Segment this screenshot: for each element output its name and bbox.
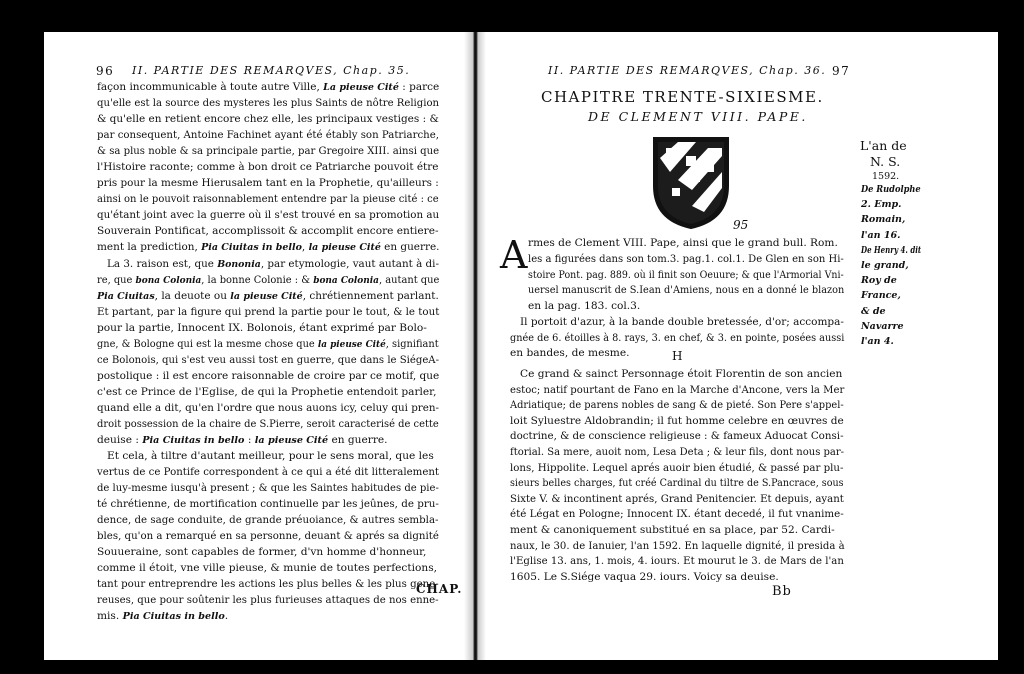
left-p2-line: c'est ce Prince de l'Eglise, de qui la Prophetie entendoit parler, bbox=[97, 386, 437, 398]
side-note-ns: N. S. bbox=[870, 154, 901, 169]
left-p2-line: Pia Ciuitas, la deuote ou la pieuse Cité, chrétiennement parlant. bbox=[97, 290, 439, 302]
left-p1-line: ment la prediction, Pia Ciuitas in bello, la pieuse Cité en guerre. bbox=[97, 241, 440, 253]
left-p2-line: quand elle a dit, qu'en l'ordre que nous auons icy, celuy qui pren- bbox=[97, 402, 439, 414]
right-p1-first-line: rmes de Clement VIII. Pape, ainsi que le grand bull. Rom. bbox=[528, 237, 838, 249]
left-p1-line: & qu'elle en retient encore chez elle, les principaux vestiges : & bbox=[97, 113, 439, 125]
right-p2-line: gnée de 6. étoilles à 8. rays, 3. en chef, & 3. en pointe, posées aussi bbox=[510, 331, 845, 344]
book-gutter bbox=[464, 32, 486, 660]
right-p3-line: 1605. Le S.Siége vaqua 29. iours. Voicy sa deuise. bbox=[510, 570, 779, 583]
left-p3-line: reuses, que pour soûtenir les plus furieuses attaques de nos enne- bbox=[97, 594, 439, 606]
left-p3-line: comme il étoit, vne ville pieuse, & munie de toutes perfections, bbox=[97, 562, 438, 574]
right-p3-line: été Légat en Pologne; Innocent IX. étant decedé, il fut vnanime- bbox=[510, 508, 844, 521]
left-p1-line: & sa plus noble & sa principale partie, par Gregoire XIII. ainsi que bbox=[97, 145, 440, 157]
side-note-year-label: L'an de bbox=[860, 138, 907, 153]
side-note-line: l'an 4. bbox=[861, 336, 894, 347]
right-p2-line: en bandes, de mesme. bbox=[510, 347, 630, 360]
right-p3-line: lons, Hippolite. Lequel aprés auoir bien étudié, & passé par plu- bbox=[510, 461, 844, 474]
section-mark: H bbox=[672, 349, 683, 363]
coat-of-arms-icon bbox=[648, 134, 734, 230]
right-p3-line: l'Eglise 13. ans, 1. mois, 4. iours. Et mourut le 3. de Mars de l'an bbox=[510, 555, 844, 568]
left-p2-line: Et partant, par la figure qui prend la partie pour le tout, & le tout bbox=[97, 306, 440, 318]
right-page-number: 97 bbox=[832, 64, 851, 78]
arms-number: 95 bbox=[733, 218, 749, 232]
right-p1-line: uersel manuscrit de S.Iean d'Amiens, nous en a donné le blazon bbox=[528, 284, 845, 297]
left-p2-line: droit possession de la chaire de S.Pierre, seroit caracterisé de cette bbox=[97, 418, 439, 430]
left-p2-line: gne, & Bologne qui est la mesme chose que la pieuse Cité, signifiant bbox=[97, 338, 439, 350]
left-p2-line: ce Bolonois, qui s'est veu aussi tost en guerre, que dans le SiégeA- bbox=[97, 354, 439, 366]
left-page-number: 96 bbox=[96, 64, 115, 78]
left-p1-line: Souverain Pontificat, accomplissoit & accomplit encore entiere- bbox=[97, 225, 439, 237]
right-p3-line: estoc; natif pourtant de Fano en la Marche d'Ancone, vers la Mer bbox=[510, 383, 845, 396]
right-p3-line: ftorial. Sa mere, auoit nom, Lesa Deta ; & leur fils, dont nous par- bbox=[510, 446, 845, 458]
chapter-title: CHAPITRE TRENTE-SIXIESME. bbox=[541, 88, 824, 106]
side-note-line: De Henry 4. dit bbox=[861, 244, 922, 256]
left-p3-line: mis. Pia Ciuitas in bello. bbox=[97, 610, 229, 622]
side-note-line: le grand, bbox=[861, 260, 909, 271]
left-p2-line: La 3. raison est, que Bononia, par etymologie, vaut autant à di- bbox=[107, 258, 439, 270]
side-note-line: De Rudolphe bbox=[861, 184, 921, 195]
right-p2-line: Il portoit d'azur, à la bande double bretessée, d'or; accompa- bbox=[520, 316, 844, 328]
right-p3-line: doctrine, & de conscience religieuse : & fameux Aduocat Consi- bbox=[510, 430, 844, 443]
side-note-line: Roy de bbox=[861, 275, 897, 287]
left-p2-line: deuise : Pia Ciuitas in bello : la pieuse Cité en guerre. bbox=[97, 434, 388, 446]
left-p2-line: pour la partie, Innocent IX. Bolonois, étant exprimé par Bolo- bbox=[97, 322, 427, 334]
side-note-line: Romain, bbox=[861, 214, 906, 226]
left-p1-line: qu'elle est la source des mysteres les plus Saints de nôtre Religion bbox=[97, 97, 440, 109]
chapter-subtitle: DE CLEMENT VIII. PAPE. bbox=[588, 109, 808, 124]
side-note-line: France, bbox=[861, 290, 901, 302]
side-note-year: 1592. bbox=[872, 171, 900, 182]
left-p2-line: postolique : il est encore raisonnable de croire par ce motif, que bbox=[97, 370, 440, 382]
side-note-line: l'an 16. bbox=[861, 229, 901, 241]
right-p1-line: en la pag. 183. col.3. bbox=[528, 299, 641, 312]
right-p3-line: sieurs belles charges, fut créé Cardinal du tiltre de S.Pancrace, sous bbox=[510, 477, 844, 490]
right-p3-line: naux, le 30. de Ianuier, l'an 1592. En laquelle dignité, il presida à bbox=[510, 539, 845, 552]
right-p3-line: ment & canoniquement substitué en sa place, par 52. Cardi- bbox=[510, 524, 835, 536]
left-p3-line: vertus de ce Pontife correspondent à ce qui a été dit litteralement bbox=[97, 466, 440, 478]
right-p3-line: Sixte V. & incontinent aprés, Grand Penitencier. Et depuis, ayant bbox=[510, 492, 844, 505]
catchword: CHAP. bbox=[416, 582, 463, 596]
left-p3-line: tant pour entreprendre les actions les plus belles & les plus gene- bbox=[97, 578, 439, 590]
left-p1-line: par consequent, Antoine Fachinet ayant été étably son Patriarche, bbox=[97, 129, 439, 141]
signature-mark: Bb bbox=[772, 584, 792, 599]
right-p1-line: stoire Pont. pag. 889. où il finit son Oeuure; & que l'Armorial Vni- bbox=[528, 268, 844, 281]
left-p3-line: Et cela, à tiltre d'autant meilleur, pour le sens moral, que les bbox=[107, 450, 434, 462]
left-p3-line: dence, de sage conduite, de grande préuoiance, & autres sembla- bbox=[97, 514, 439, 526]
right-p1-line: les a figurées dans son tom.3. pag.1. col.1. De Glen en son Hi- bbox=[528, 253, 844, 265]
right-running-head: II. PARTIE DES REMARQVES, Chap. 36. bbox=[548, 64, 827, 77]
side-note-line: 2. Emp. bbox=[861, 199, 902, 211]
right-p3-line: Adriatique; de parens nobles de sang & de pieté. Son Pere s'appel- bbox=[510, 399, 844, 412]
left-running-head: II. PARTIE DES REMARQVES, Chap. 35. bbox=[132, 64, 411, 77]
left-p1-line: l'Histoire raconte; comme à bon droit ce Patriarche pouvoit étre bbox=[97, 161, 439, 173]
left-p3-line: Souueraine, sont capables de former, d'vn homme d'honneur, bbox=[97, 546, 427, 558]
right-p3-line: Ce grand & sainct Personnage étoit Florentin de son ancien bbox=[520, 368, 843, 380]
left-p1-line: pris pour la mesme Hierusalem tant en la Prophetie, qu'ailleurs : bbox=[97, 177, 439, 189]
left-p3-line: bles, qu'on a remarqué en sa personne, deuant & aprés sa dignité bbox=[97, 530, 439, 542]
left-p1-line: ainsi on le pouvoit raisonnablement entendre par la pieuse cité : ce bbox=[97, 193, 439, 205]
left-p1-line: qu'étant joint avec la guerre où il s'est trouvé en sa promotion au bbox=[97, 209, 440, 221]
side-note-line: & de bbox=[861, 305, 886, 317]
left-p3-line: de luy-mesme iusqu'à present ; & que les Saintes habitudes de pie- bbox=[97, 482, 439, 494]
left-p3-line: té chrétienne, de mortification continuelle par les jeûnes, de pru- bbox=[97, 498, 439, 510]
right-p3-line: loit Syluestre Aldobrandin; il fut homme celebre en œuvres de bbox=[510, 414, 844, 427]
drop-cap: A bbox=[500, 233, 528, 277]
side-note-line: Navarre bbox=[861, 320, 904, 332]
left-p2-line: re, que bona Colonia, la bonne Colonie : & bona Colonia, autant que bbox=[97, 274, 440, 286]
left-p1-line: façon incommunicable à toute autre Ville, La pieuse Cité : parce bbox=[97, 81, 440, 93]
